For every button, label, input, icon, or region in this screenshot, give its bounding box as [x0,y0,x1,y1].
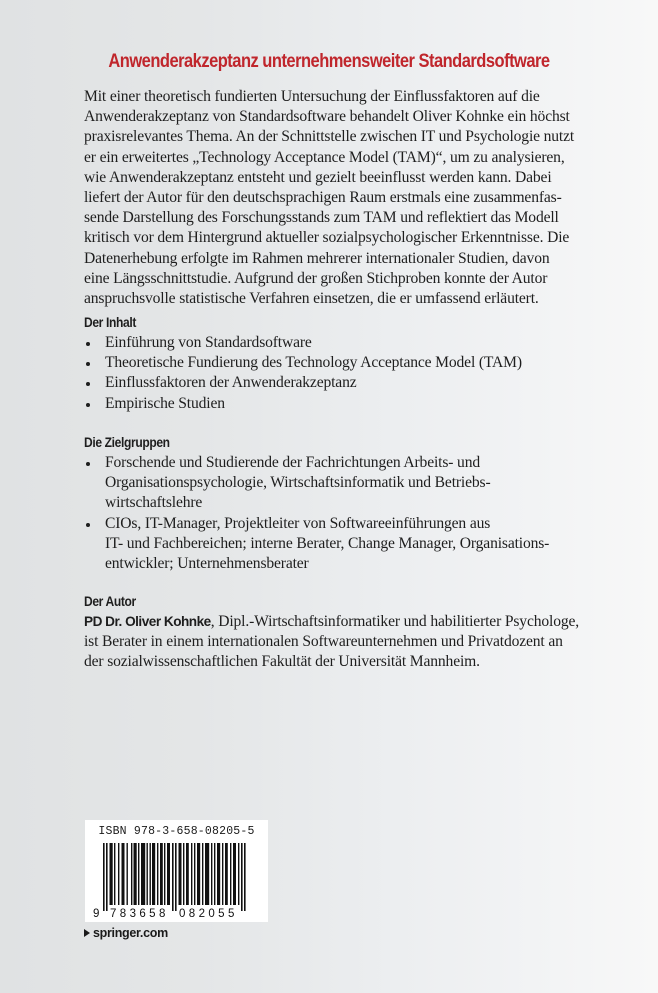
list-item [84,394,624,414]
list-item-text: Einflussfaktoren der Anwenderakzeptanz [105,374,357,392]
intro-line: kritisch vor dem Hintergrund aktueller sozialpsychologischer Erkenntnisse. Die [84,229,570,247]
list-item-text: Einführung von Standardsoftware [105,334,312,351]
bullet-icon [86,462,90,466]
barcode-icon [85,820,268,922]
section-autor [84,594,624,673]
intro-line: eine Längsschnittstudie. Aufgrund der großen Stichproben konnte der Autor [84,269,548,287]
list-item [84,353,624,373]
author-bio-line: der sozialwissenschaftlichen Fakultät der Universität Mannheim. [84,653,480,671]
bullet-icon [86,382,90,386]
author-bio-text: , Dipl.-Wirtschaftsinformatiker und habilitierter Psychologe, [210,613,580,630]
list-item-text: IT- und Fachbereichen; interne Berater, Change Manager, Organisations- [105,534,550,552]
list-item [84,373,624,393]
section-heading-inhalt: Der Inhalt [84,315,136,330]
author-bio [84,612,624,673]
list-item [84,453,624,514]
springer-link-text: springer.com [93,926,168,940]
list-item-text: Empirische Studien [105,394,225,412]
inhalt-list [84,333,624,414]
cover-content [84,87,624,671]
isbn-label: ISBN 978-3-658-08205-5 [98,825,255,838]
intro-paragraph [84,87,624,309]
author-name: PD Dr. Oliver Kohnke [84,614,211,629]
section-zielgruppen [84,435,624,574]
section-heading-zielgruppen: Die Zielgruppen [84,435,170,450]
bullet-icon [86,342,90,346]
barcode-digit-first: 9 [93,908,100,920]
intro-line: Datenerhebung erfolgte im Rahmen mehrerer internationaler Studien, davon [84,249,550,267]
intro-line: liefert der Autor für den deutschsprachigen Raum erstmals eine zusammenfas- [84,189,562,207]
bullet-icon [86,403,90,407]
list-item-text: entwickler; Unternehmensberater [105,555,309,573]
intro-line: Anwenderakzeptanz von Standardsoftware behandelt Oliver Kohnke ein höchst [84,108,570,126]
author-bio-line: ist Berater in einem internationalen Softwareunternehmen und Privatdozent an [84,633,563,651]
triangle-right-icon [84,929,90,937]
bullet-icon [86,523,90,527]
list-item-text: Organisationspsychologie, Wirtschaftsinformatik und Betriebs- [105,474,491,492]
barcode-digits-right: 082055 [179,908,238,920]
book-title: Anwenderakzeptanz unternehmensweiter Standardsoftware [108,50,550,72]
intro-line: praxisrelevantes Thema. An der Schnittstelle zwischen IT und Psychologie nutzt [84,128,575,146]
section-heading-autor: Der Autor [84,594,136,609]
list-item-text: Forschende und Studierende der Fachrichtungen Arbeits- und [105,454,480,471]
list-item [84,333,624,353]
intro-line: Mit einer theoretisch fundierten Untersuchung der Einflussfaktoren auf die [84,88,540,105]
intro-line: sende Darstellung des Forschungsstands zum TAM und reflektiert das Modell [84,209,559,227]
section-inhalt [84,315,624,414]
intro-line: anspruchsvolle statistische Verfahren einsetzen, die er umfassend erläutert. [84,290,539,308]
barcode-digits-left: 783658 [110,908,169,920]
intro-line: er ein erweitertes „Technology Acceptance Model (TAM)“, um zu analysieren, [84,148,565,166]
list-item-text: CIOs, IT-Manager, Projektleiter von Softwareeinführungen aus [105,514,491,532]
springer-website-link[interactable] [84,926,168,940]
bullet-icon [86,362,90,366]
intro-line: wie Anwenderakzeptanz entsteht und gezielt beeinflusst werden kann. Dabei [84,168,552,186]
list-item-text: Theoretische Fundierung des Technology Acceptance Model (TAM) [105,354,522,372]
list-item-text: wirtschaftslehre [105,494,203,512]
isbn-barcode [85,820,268,922]
zielgruppen-list [84,453,624,574]
list-item [84,514,624,575]
author-bio-line [84,612,624,632]
